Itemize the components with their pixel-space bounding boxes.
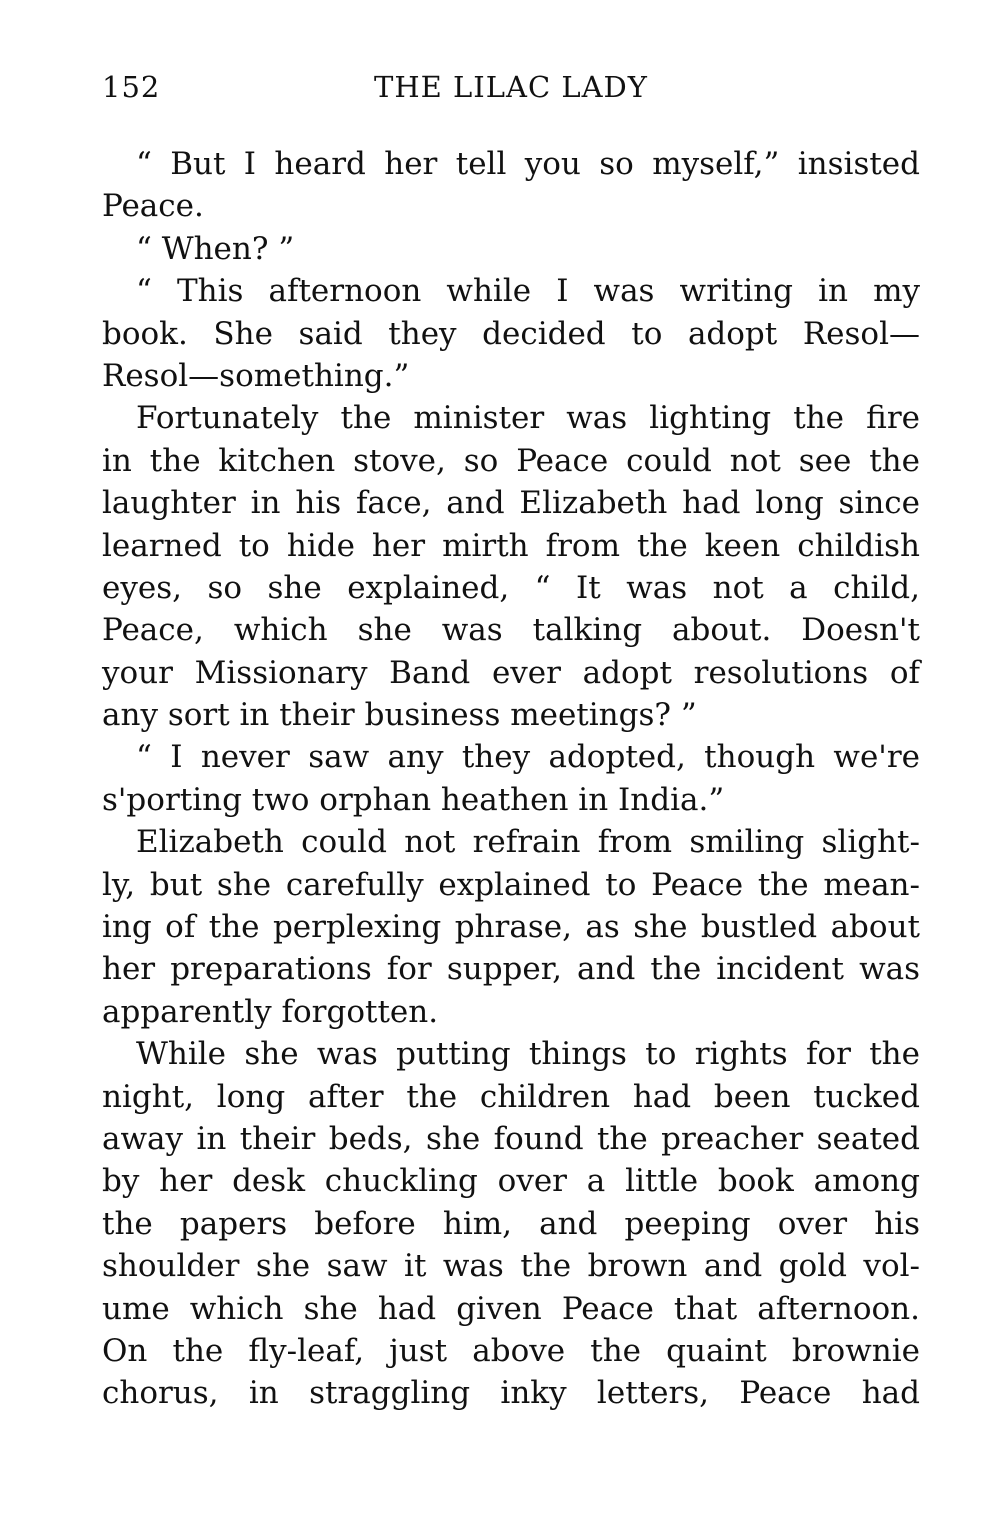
text-line: laughter in his face, and Elizabeth had long since bbox=[102, 485, 920, 522]
body-text bbox=[102, 143, 920, 1415]
text-line: ly, but she carefully explained to Peace the mean- bbox=[102, 866, 920, 903]
text-line: learned to hide her mirth from the keen childish bbox=[102, 527, 920, 564]
text-line: her preparations for supper, and the incident was bbox=[102, 951, 920, 988]
page-header bbox=[102, 70, 920, 110]
text-line: Fortunately the minister was lighting the fire bbox=[136, 400, 920, 437]
text-line: On the fly-leaf, just above the quaint brownie bbox=[102, 1332, 920, 1369]
text-line: shoulder she saw it was the brown and gold vol- bbox=[102, 1248, 920, 1285]
text-line: apparently forgotten. bbox=[102, 993, 439, 1030]
text-line: “ I never saw any they adopted, though we're bbox=[136, 739, 920, 776]
text-line: by her desk chuckling over a little book among bbox=[102, 1163, 920, 1200]
text-line: “ When? ” bbox=[136, 230, 295, 267]
text-line: chorus, in straggling inky letters, Peace had bbox=[102, 1375, 920, 1412]
text-line: Peace. bbox=[102, 188, 204, 225]
text-line: Peace, which she was talking about. Doesn't bbox=[102, 612, 920, 649]
text-line: “ But I heard her tell you so myself,” insisted bbox=[136, 146, 920, 182]
text-line: eyes, so she explained, “ It was not a child, bbox=[102, 569, 920, 606]
text-line: in the kitchen stove, so Peace could not see the bbox=[102, 442, 920, 479]
running-title: THE LILAC LADY bbox=[374, 70, 648, 104]
text-line: Elizabeth could not refrain from smiling slight- bbox=[136, 824, 920, 861]
text-line: While she was putting things to rights for the bbox=[136, 1036, 920, 1073]
text-line: book. She said they decided to adopt Resol— bbox=[102, 315, 920, 352]
page-number: 152 bbox=[102, 70, 161, 104]
text-line: ing of the perplexing phrase, as she bustled about bbox=[102, 909, 920, 946]
text-line: away in their beds, she found the preacher seated bbox=[102, 1120, 920, 1157]
text-line: the papers before him, and peeping over his bbox=[102, 1205, 920, 1242]
text-line: any sort in their business meetings? ” bbox=[102, 697, 697, 734]
text-line: your Missionary Band ever adopt resolutions of bbox=[102, 654, 920, 691]
text-line: Resol—something.” bbox=[102, 357, 410, 394]
text-line: “ This afternoon while I was writing in my bbox=[136, 273, 920, 310]
text-line: ume which she had given Peace that afternoon. bbox=[102, 1290, 920, 1327]
text-line: s'porting two orphan heathen in India.” bbox=[102, 781, 725, 818]
text-line: night, long after the children had been tucked bbox=[102, 1078, 920, 1115]
